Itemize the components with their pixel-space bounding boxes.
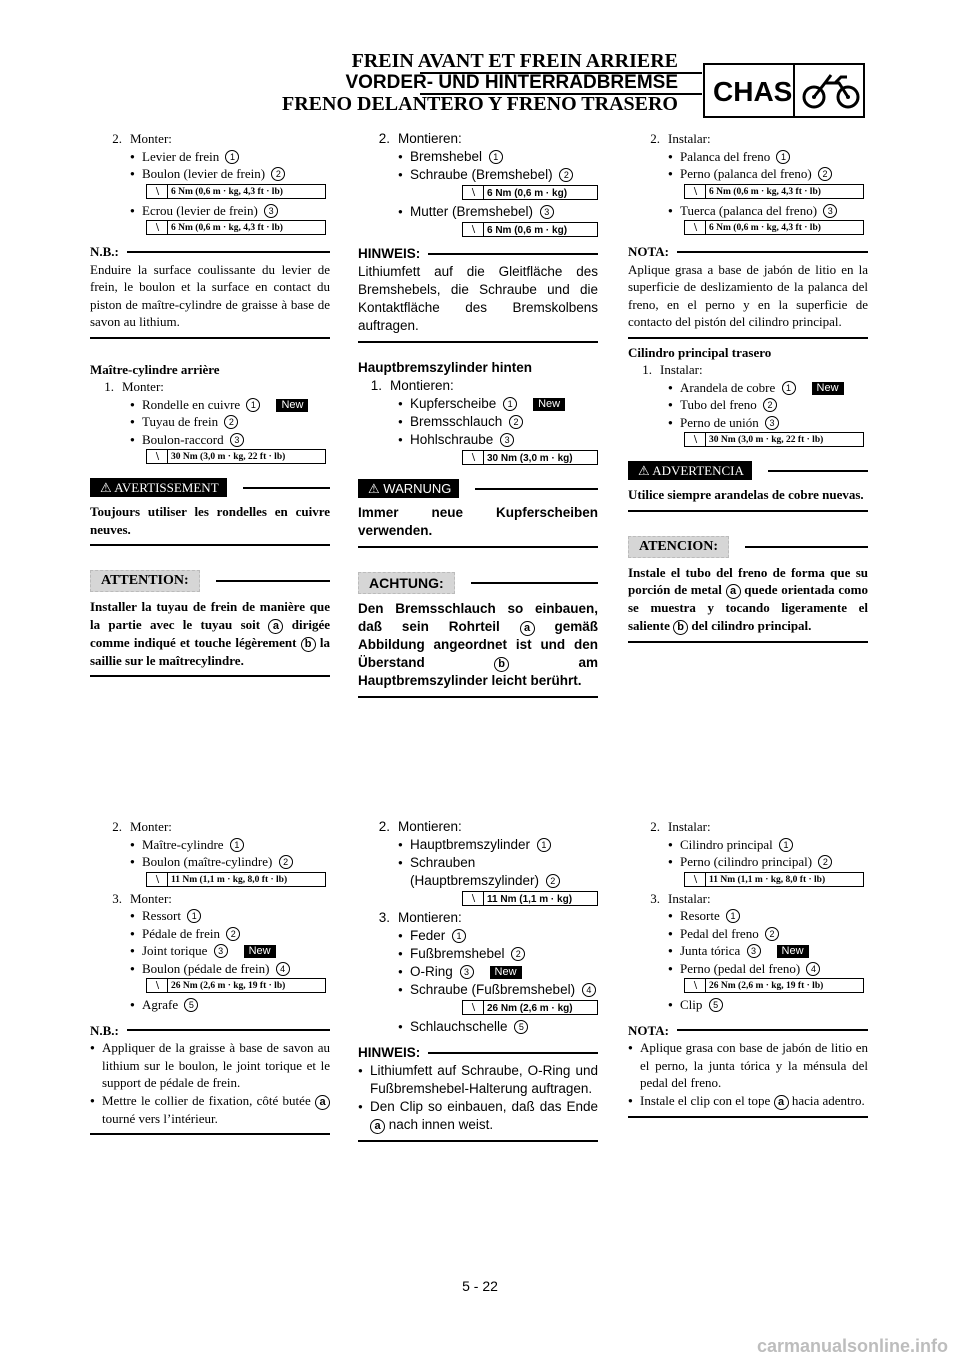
- torque-spec: ∖ 6 Nm (0,6 m · kg, 4,3 ft · lb): [146, 184, 326, 199]
- attention-text: Installer la tuyau de frein de manière que la partie avec le tuyau soit a dirigée comme indiqué et touche légèrement b la saillie sur le maîtrecylindre.: [90, 599, 330, 668]
- wrench-icon: ∖: [685, 433, 706, 446]
- divider: [90, 337, 330, 339]
- attention-tag: ACHTUNG:: [358, 572, 455, 594]
- wrench-icon: ∖: [147, 450, 168, 463]
- list-item: ● Boulon (levier de frein) 2: [90, 165, 330, 183]
- wrench-icon: ∖: [147, 185, 168, 198]
- list-item: ● Perno (pedal del freno) 4: [628, 960, 868, 978]
- wrench-icon: ∖: [685, 221, 706, 234]
- note-label: NOTA:: [628, 243, 868, 261]
- list-item: ● Clip 5: [628, 996, 868, 1014]
- header-title-es: FRENO DELANTERO Y FRENO TRASERO: [282, 93, 678, 115]
- list-item: ● Tuyau de frein 2: [90, 413, 330, 431]
- list-item: ● Schraube (Fußbremshebel) 4: [358, 981, 598, 999]
- header-title-de: VORDER- UND HINTERRADBREMSE: [345, 72, 678, 93]
- attention-box: [628, 536, 868, 558]
- torque-spec: ∖ 30 Nm (3,0 m · kg): [462, 450, 598, 465]
- wrench-icon: ∖: [463, 1001, 484, 1014]
- list-item: ● Pedal del freno 2: [628, 925, 868, 943]
- list-item: ● Arandela de cobre 1 New: [628, 379, 868, 397]
- step-number: 3.: [112, 890, 122, 906]
- warning-text: Toujours utiliser les rondelles en cuivre neuves.: [90, 504, 330, 537]
- wrench-icon: ∖: [147, 221, 168, 234]
- wrench-icon: ∖: [463, 892, 484, 905]
- list-item: ● Hauptbremszylinder 1: [358, 836, 598, 854]
- attention-tag: ATENCION:: [628, 536, 729, 558]
- torque-spec: ∖ 6 Nm (0,6 m · kg): [462, 222, 598, 237]
- warning-triangle-icon: ⚠: [100, 480, 112, 495]
- list-item: ● Levier de frein 1: [90, 148, 330, 166]
- wrench-icon: ∖: [685, 873, 706, 886]
- wrench-icon: ∖: [147, 979, 168, 992]
- list-item: ● Palanca del freno 1: [628, 148, 868, 166]
- step-number: 3.: [650, 890, 660, 906]
- list-item: ● Boulon-raccord 3: [90, 431, 330, 449]
- page-number: 5 - 22: [462, 1278, 498, 1294]
- step-number: 2.: [378, 131, 390, 146]
- list-item: ● Tuerca (palanca del freno) 3: [628, 202, 868, 220]
- list-item: ● O-Ring 3 New: [358, 963, 598, 981]
- step-verb: Instalar:: [660, 362, 703, 377]
- warning-text: Immer neue Kupferscheiben verwenden.: [358, 505, 598, 538]
- list-item: ● Perno (cilindro principal) 2: [628, 853, 868, 871]
- list-item: ● Rondelle en cuivre 1 New: [90, 396, 330, 414]
- divider: [628, 641, 868, 643]
- divider: [628, 337, 868, 339]
- new-badge: New: [276, 399, 308, 412]
- chas-badge: [703, 63, 865, 118]
- wrench-icon: ∖: [463, 223, 484, 236]
- step-verb: Montieren:: [398, 910, 462, 925]
- list-item: ● Pédale de frein 2: [90, 925, 330, 943]
- note-label: N.B.:: [90, 1022, 330, 1040]
- divider: [90, 544, 330, 546]
- step-number: 2.: [650, 819, 660, 834]
- warning-tag: ⚠ WARNUNG: [358, 479, 459, 498]
- bottom-column-de: [358, 818, 598, 1142]
- divider: [628, 510, 868, 512]
- list-item: ● Hohlschraube 3: [358, 431, 598, 449]
- step-number: 3.: [378, 910, 390, 925]
- step-verb: Monter:: [130, 819, 172, 834]
- torque-spec: ∖ 30 Nm (3,0 m · kg, 22 ft · lb): [684, 432, 864, 447]
- torque-spec: ∖ 11 Nm (1,1 m · kg): [462, 891, 598, 906]
- step-number: 2.: [112, 819, 122, 834]
- torque-spec: ∖ 11 Nm (1,1 m · kg, 8,0 ft · lb): [146, 872, 326, 887]
- list-item: ● Cilindro principal 1: [628, 836, 868, 854]
- list-item: ● Boulon (maître-cylindre) 2: [90, 853, 330, 871]
- attention-box: [358, 572, 598, 594]
- divider: [358, 546, 598, 548]
- torque-spec: ∖ 6 Nm (0,6 m · kg, 4,3 ft · lb): [146, 220, 326, 235]
- note-label: HINWEIS:: [358, 1044, 598, 1062]
- torque-spec: ∖ 26 Nm (2,6 m · kg, 19 ft · lb): [146, 978, 326, 993]
- torque-spec: ∖ 30 Nm (3,0 m · kg, 22 ft · lb): [146, 449, 326, 464]
- list-item: ● Tubo del freno 2: [628, 396, 868, 414]
- section-title: Hauptbremszylinder hinten: [358, 360, 533, 375]
- new-badge: New: [812, 382, 844, 395]
- list-item: ● Ecrou (levier de frein) 3: [90, 202, 330, 220]
- step-number: 2.: [378, 819, 390, 834]
- divider: [90, 1133, 330, 1135]
- new-badge: New: [533, 398, 565, 411]
- step-verb: Montieren:: [398, 819, 462, 834]
- step-verb: Instalar:: [668, 890, 711, 906]
- step-number: 1.: [642, 362, 652, 377]
- list-item: ● Bremsschlauch 2: [358, 413, 598, 431]
- watermark: carmanualsonline.info: [756, 1336, 948, 1356]
- warning-tag: ⚠ AVERTISSEMENT: [90, 478, 227, 497]
- note-label: NOTA:: [628, 1022, 868, 1040]
- list-item: ● Agrafe 5: [90, 996, 330, 1014]
- note-item: ● Instale el clip con el tope a hacia adentro.: [628, 1092, 868, 1110]
- step-number: 1.: [104, 379, 114, 394]
- list-item: ● Joint torique 3 New: [90, 942, 330, 960]
- motorcycle-icon: [801, 71, 861, 111]
- new-badge: New: [244, 945, 276, 958]
- note-item: ● Aplique grasa con base de jabón de litio en el perno, la junta tórica y la ménsula del pedal del freno.: [628, 1039, 868, 1092]
- header-title-fr: FREIN AVANT ET FREIN ARRIERE: [351, 50, 678, 72]
- divider: [358, 341, 598, 343]
- wrench-icon: ∖: [463, 186, 484, 199]
- warning-box: [358, 479, 598, 498]
- bottom-column-fr: [90, 818, 330, 1135]
- wrench-icon: ∖: [685, 185, 706, 198]
- top-column-es: [628, 130, 868, 643]
- note-text: Aplique grasa a base de jabón de litio en la superficie de deslizamiento de la palanca del freno, en el perno y en la superficie de contacto del pistón del cilindro principal.: [628, 261, 868, 329]
- chas-label: CHAS: [713, 76, 793, 107]
- divider: [90, 675, 330, 677]
- attention-text: Den Bremsschlauch so einbauen, daß sein Rohrteil a gemäß Abbildung angeordnet ist und den Überstand b am Hauptbremszylinder leicht berührt.: [358, 601, 598, 688]
- note-label: HINWEIS:: [358, 245, 598, 263]
- step-verb: Monter:: [122, 379, 164, 394]
- torque-spec: ∖ 6 Nm (0,6 m · kg, 4,3 ft · lb): [684, 184, 864, 199]
- section-title: Cilindro principal trasero: [628, 344, 772, 360]
- list-item: ● Kupferscheibe 1 New: [358, 395, 598, 413]
- torque-spec: ∖ 11 Nm (1,1 m · kg, 8,0 ft · lb): [684, 872, 864, 887]
- list-item: ● Ressort 1: [90, 907, 330, 925]
- badge-separator: [793, 65, 795, 116]
- step-verb: Montieren:: [390, 378, 454, 393]
- list-item: ● Bremshebel 1: [358, 148, 598, 166]
- list-item: ● Boulon (pédale de frein) 4: [90, 960, 330, 978]
- section-title: Maître-cylindre arrière: [90, 361, 220, 377]
- list-item: ● Perno (palanca del freno) 2: [628, 165, 868, 183]
- torque-spec: ∖ 26 Nm (2,6 m · kg): [462, 1000, 598, 1015]
- step-verb: Monter:: [130, 890, 172, 906]
- step-verb: Instalar:: [668, 131, 711, 146]
- new-badge: New: [490, 966, 522, 979]
- step-verb: Monter:: [130, 131, 172, 146]
- note-text: Enduire la surface coulissante du levier de frein, le boulon et la surface en contact du piston de maître-cylindre de graisse à base de savon au lithium.: [90, 261, 330, 329]
- warning-box: [628, 461, 868, 480]
- list-item: ● Maître-cylindre 1: [90, 836, 330, 854]
- list-item: ● Feder 1: [358, 927, 598, 945]
- attention-text: Instale el tubo del freno de forma que su porción de metal a quede orientada como se muestra y tocando ligeramente el saliente b del cilindro principal.: [628, 564, 868, 633]
- list-item: ● Mutter (Bremshebel) 3: [358, 203, 598, 221]
- list-item: ● Schraube (Bremshebel) 2: [358, 166, 598, 184]
- note-label: N.B.:: [90, 243, 330, 261]
- list-item: ● Schrauben (Hauptbremszylinder) 2: [358, 854, 598, 890]
- warning-triangle-icon: ⚠: [368, 481, 380, 496]
- step-number: 2.: [112, 131, 122, 146]
- attention-box: [90, 570, 330, 592]
- bottom-column-es: [628, 818, 868, 1118]
- torque-spec: ∖ 26 Nm (2,6 m · kg, 19 ft · lb): [684, 978, 864, 993]
- attention-tag: ATTENTION:: [90, 570, 200, 592]
- torque-spec: ∖ 6 Nm (0,6 m · kg, 4,3 ft · lb): [684, 220, 864, 235]
- note-item: ● Mettre le collier de fixation, côté butée a tourné vers l’intérieur.: [90, 1092, 330, 1128]
- divider: [358, 696, 598, 698]
- note-text: Lithiumfett auf die Gleitfläche des Bremshebels, die Schraube und die Kontaktfläche des Bremskolbens auftragen.: [358, 264, 598, 333]
- wrench-icon: ∖: [147, 873, 168, 886]
- torque-spec: ∖ 6 Nm (0,6 m · kg): [462, 185, 598, 200]
- divider: [358, 1140, 598, 1142]
- step-verb: Montieren:: [398, 131, 462, 146]
- list-item: ● Resorte 1: [628, 907, 868, 925]
- wrench-icon: ∖: [463, 451, 484, 464]
- note-item: ● Den Clip so einbauen, daß das Ende a nach innen weist.: [358, 1098, 598, 1134]
- warning-tag: ⚠ ADVERTENCIA: [628, 461, 752, 480]
- warning-triangle-icon: ⚠: [638, 463, 650, 478]
- note-item: ● Lithiumfett auf Schraube, O-Ring und Fußbremshebel-Halterung auftragen.: [358, 1062, 598, 1098]
- step-verb: Instalar:: [668, 819, 711, 834]
- warning-box: [90, 478, 330, 497]
- new-badge: New: [777, 945, 809, 958]
- warning-text: Utilice siempre arandelas de cobre nuevas.: [628, 487, 864, 502]
- wrench-icon: ∖: [685, 979, 706, 992]
- list-item: ● Fußbremshebel 2: [358, 945, 598, 963]
- top-column-de: [358, 130, 598, 698]
- top-column-fr: [90, 130, 330, 677]
- note-item: ● Appliquer de la graisse à base de savon au lithium sur le boulon, le joint torique et le support de pédale de frein.: [90, 1039, 330, 1092]
- step-number: 1.: [370, 378, 382, 393]
- step-number: 2.: [650, 131, 660, 146]
- list-item: ● Perno de unión 3: [628, 414, 868, 432]
- list-item: ● Junta tórica 3 New: [628, 942, 868, 960]
- divider: [628, 1116, 868, 1118]
- list-item: ● Schlauchschelle 5: [358, 1018, 598, 1036]
